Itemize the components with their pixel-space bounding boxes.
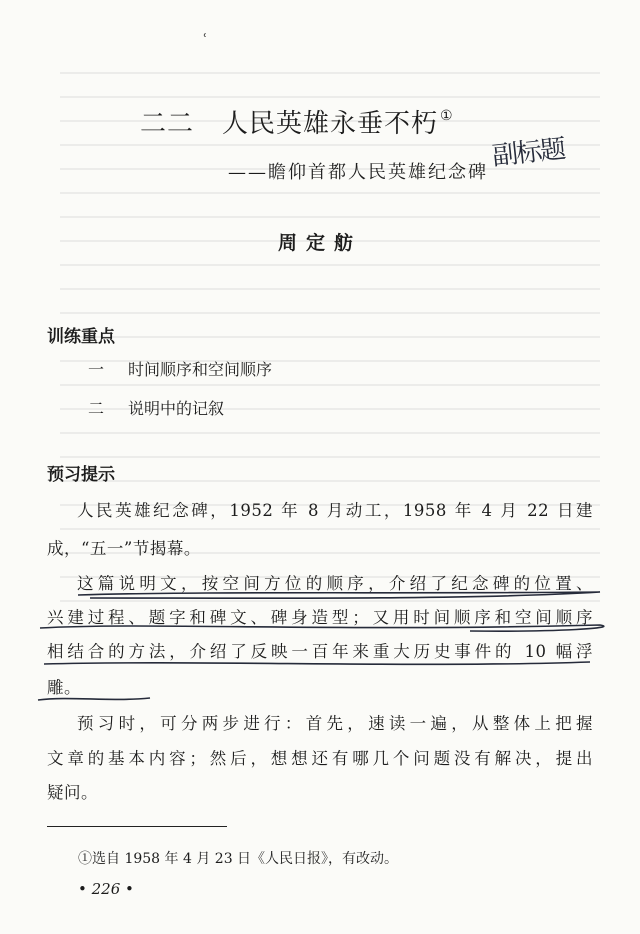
lesson-title: [140, 103, 454, 140]
training-point: [88, 396, 224, 419]
paragraph-line: 相结合的方法，介绍了反映一百年来重大历史事件的 10 幅浮: [47, 642, 593, 661]
paragraph-line: 文章的基本内容；然后，想想还有哪几个问题没有解决，提出: [47, 749, 593, 768]
page-number: • 226 •: [78, 880, 134, 898]
paragraph-line: 这篇说明文，按空间方位的顺序，介绍了纪念碑的位置、: [77, 574, 593, 593]
pen-underline-4: [38, 698, 150, 700]
training-point-number: 二: [88, 399, 105, 418]
lesson-number: 二二: [140, 109, 195, 139]
paragraph-line: 人民英雄纪念碑，1952 年 8 月动工，1958 年 4 月 22 日建: [77, 501, 593, 520]
training-point: [88, 357, 272, 380]
training-point-text: 说明中的记叙: [128, 399, 225, 418]
training-focus-heading: 训练重点: [47, 327, 115, 347]
paragraph-line: 兴建过程、题字和碑文、碑身造型；又用时间顺序和空间顺序: [47, 608, 593, 627]
paragraph-line: 成，“五一”节揭幕。: [47, 539, 201, 558]
footnote-divider: [47, 826, 227, 827]
lesson-title-text: 人民英雄永垂不朽: [222, 109, 439, 139]
title-footnote-marker: ①: [440, 108, 454, 124]
training-point-number: 一: [88, 360, 105, 379]
preview-tips-heading: 预习提示: [47, 465, 115, 485]
paragraph-line: 雕。: [47, 678, 81, 697]
pen-underline-3: [44, 662, 590, 664]
training-point-text: 时间顺序和空间顺序: [128, 360, 273, 379]
footnote-text: ①选自 1958 年 4 月 23 日《人民日报》，有改动。: [78, 851, 399, 867]
paragraph-line: 预习时，可分两步进行：首先，速读一遍，从整体上把握: [77, 714, 593, 733]
author-name: 周定舫: [278, 232, 363, 254]
lesson-subtitle: ——瞻仰首都人民英雄纪念碑: [228, 162, 488, 183]
handwritten-annotation: 副标题: [490, 134, 566, 172]
pen-tick-mark: ʿ: [203, 32, 208, 48]
paragraph-line: 疑问。: [47, 783, 98, 802]
